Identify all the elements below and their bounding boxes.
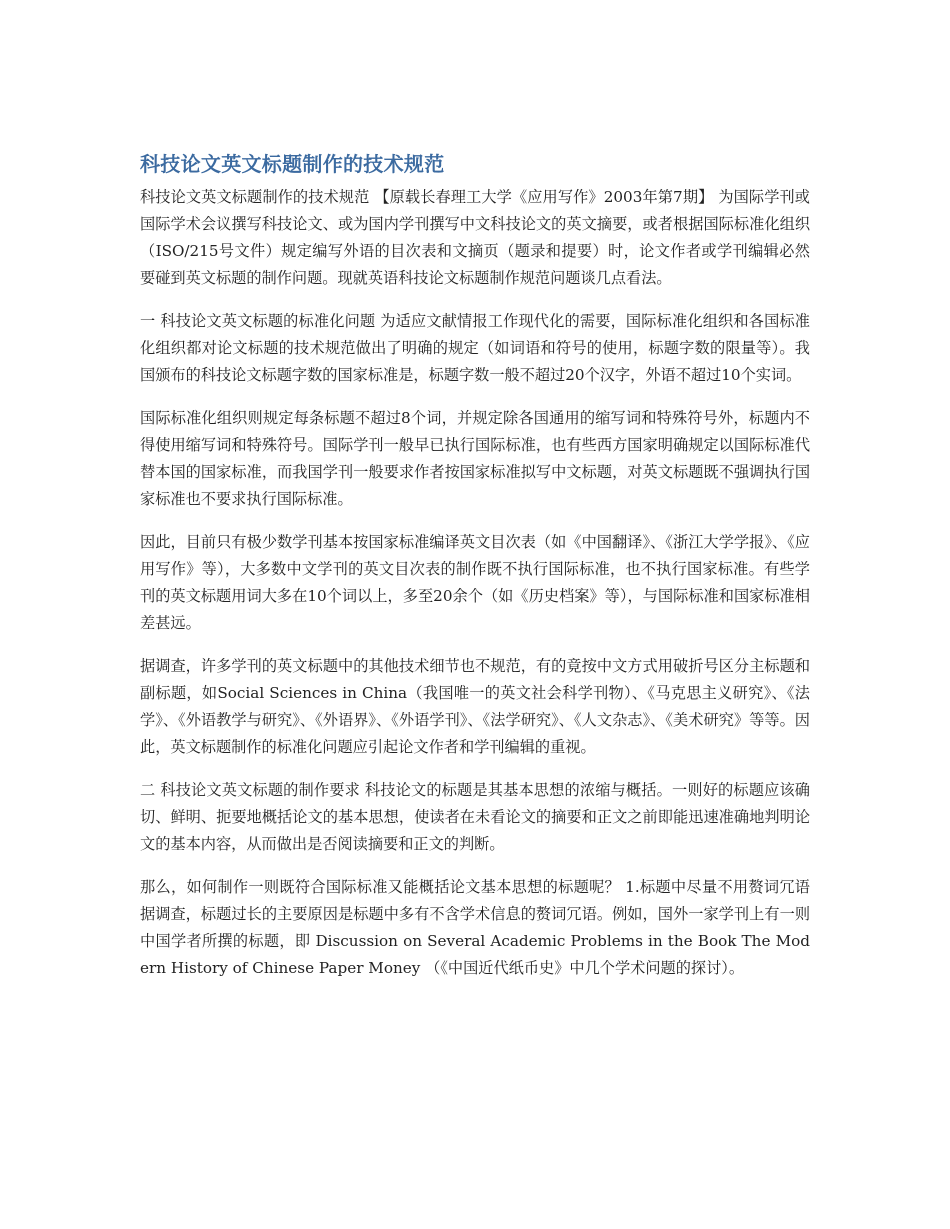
paragraph-intro: 科技论文英文标题制作的技术规范 【原载长春理工大学《应用写作》2003年第7期】 为国际学刊或国际学术会议撰写科技论文、或为国内学刊撰写中文科技论文的英文摘要，或者根据国际标准化组织（ISO/215号文件）规定编写外语的目次表和文摘页（题录和提要）时，论文作者或学刊编辑必然要碰到英文标题的制作问题。现就英语科技论文标题制作规范问题谈几点看法。 xyxy=(140,188,810,287)
paragraph-section-2: 二 科技论文英文标题的制作要求 科技论文的标题是其基本思想的浓缩与概括。一则好的标题应该确切、鲜明、扼要地概括论文的基本思想，使读者在未看论文的摘要和正文之前即能迅速准确地判明论文的基本内容，从而做出是否阅读摘要和正文的判断。 xyxy=(140,781,810,853)
document-page xyxy=(140,148,810,998)
paragraph-example: 那么，如何制作一则既符合国际标准又能概括论文基本思想的标题呢？ 1.标题中尽量不用赘词冗语 据调查，标题过长的主要原因是标题中多有不含学术信息的赘词冗语。例如，国外一家学刊上有一则中国学者所撰的标题，即 Discussion on Several Academic Problems in the Book The Modern History of Chinese Paper Money （《中国近代纸币史》中几个学术问题的探讨）。 xyxy=(140,878,810,977)
paragraph-current-status: 因此，目前只有极少数学刊基本按国家标准编译英文目次表（如《中国翻译》、《浙江大学学报》、《应用写作》等），大多数中文学刊的英文目次表的制作既不执行国际标准，也不执行国家标准。有些学刊的英文标题用词大多在10个词以上，多至20余个（如《历史档案》等），与国际标准和国家标准相差甚远。 xyxy=(140,533,810,632)
paragraph-survey: 据调查，许多学刊的英文标题中的其他技术细节也不规范，有的竟按中文方式用破折号区分主标题和副标题，如Social Sciences in China（我国唯一的英文社会科学刊物）、《马克思主义研究》、《法学》、《外语教学与研究》、《外语界》、《外语学刊》、《法学研究》、《人文杂志》、《美术研究》等等。因此，英文标题制作的标准化问题应引起论文作者和学刊编辑的重视。 xyxy=(140,657,810,756)
paragraph-section-1: 一 科技论文英文标题的标准化问题 为适应文献情报工作现代化的需要，国际标准化组织和各国标准化组织都对论文标题的技术规范做出了明确的规定（如词语和符号的使用，标题字数的限量等）。我国颁布的科技论文标题字数的国家标准是，标题字数一般不超过20个汉字，外语不超过10个实词。 xyxy=(140,312,810,384)
document-title: 科技论文英文标题制作的技术规范 xyxy=(140,152,445,176)
paragraph-iso-rules: 国际标准化组织则规定每条标题不超过8个词，并规定除各国通用的缩写词和特殊符号外，标题内不得使用缩写词和特殊符号。国际学刊一般早已执行国际标准，也有些西方国家明确规定以国际标准代替本国的国家标准，而我国学刊一般要求作者按国家标准拟写中文标题，对英文标题既不强调执行国家标准也不要求执行国际标准。 xyxy=(140,409,810,508)
